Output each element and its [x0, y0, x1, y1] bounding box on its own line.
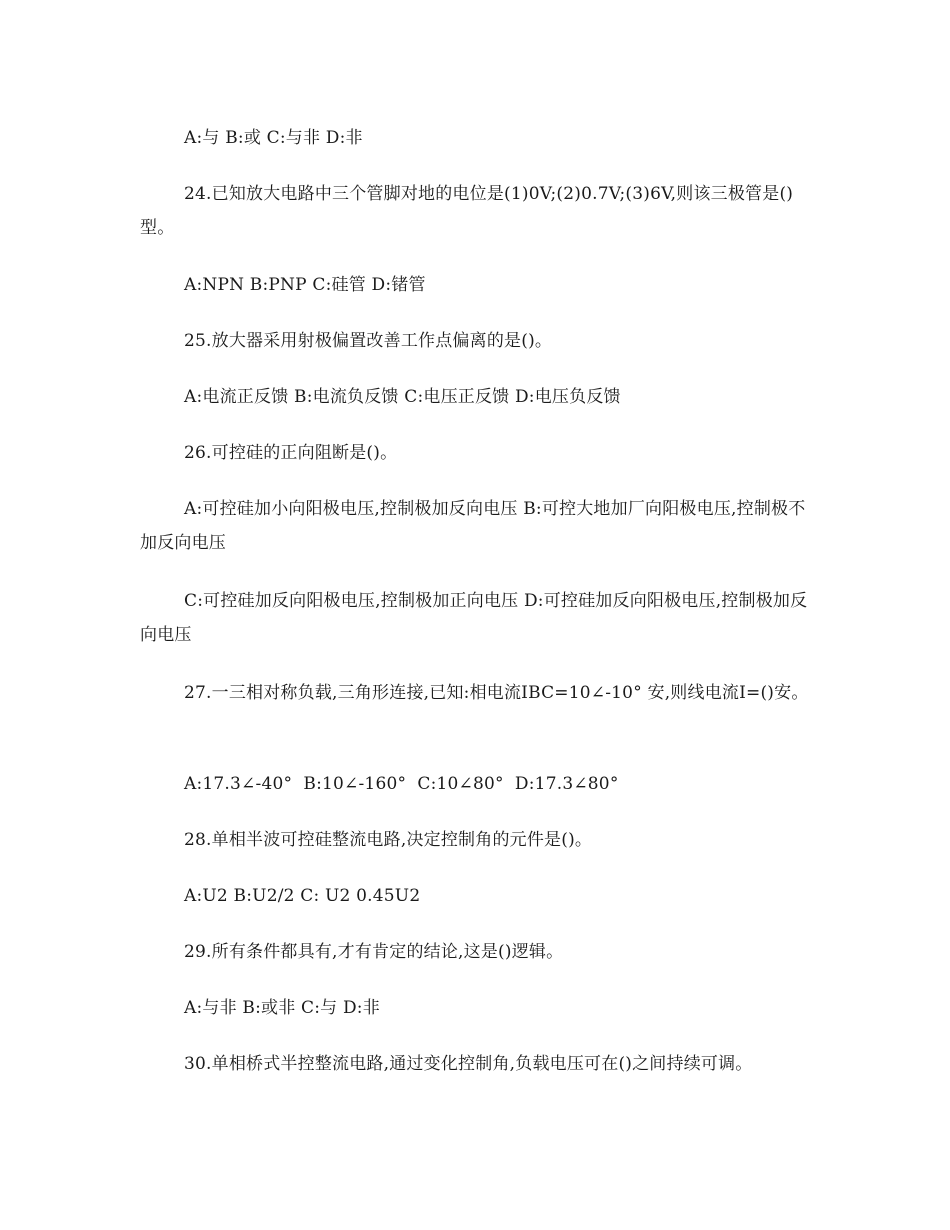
q24-options: A:NPN B:PNP C:硅管 D:锗管	[184, 275, 426, 295]
q26-question: 26.可控硅的正向阻断是()。	[184, 443, 398, 463]
q28-question: 28.单相半波可控硅整流电路,决定控制角的元件是()。	[184, 830, 593, 850]
q29-options: A:与非 B:或非 C:与 D:非	[184, 998, 380, 1018]
q26-options-ab: A:可控硅加小向阳极电压,控制极加反向电压 B:可控大地加厂向阳极电压,控制极不加反向电压	[140, 499, 806, 553]
q24-question: 24.已知放大电路中三个管脚对地的电位是(1)0V;(2)0.7V;(3)6V,则该三极管是()型。	[140, 184, 794, 238]
q28-options: A:U2 B:U2/2 C: U2 0.45U2	[184, 886, 421, 906]
q25-options: A:电流正反馈 B:电流负反馈 C:电压正反馈 D:电压负反馈	[184, 387, 621, 407]
q25-question: 25.放大器采用射极偏置改善工作点偏离的是()。	[184, 331, 553, 351]
q27-options: A:17.3∠-40° B:10∠-160° C:10∠80° D:17.3∠80°	[184, 774, 619, 794]
q29-question: 29.所有条件都具有,才有肯定的结论,这是()逻辑。	[184, 942, 564, 962]
q23-options: A:与 B:或 C:与非 D:非	[184, 128, 363, 148]
q30-question: 30.单相桥式半控整流电路,通过变化控制角,负载电压可在()之间持续可调。	[184, 1054, 753, 1074]
q26-options-cd: C:可控硅加反向阳极电压,控制极加正向电压 D:可控硅加反向阳极电压,控制极加反向电压	[140, 591, 808, 645]
q27-question: 27.一三相对称负载,三角形连接,已知:相电流IBC=10∠-10° 安,则线电流I=()安。	[184, 683, 809, 703]
